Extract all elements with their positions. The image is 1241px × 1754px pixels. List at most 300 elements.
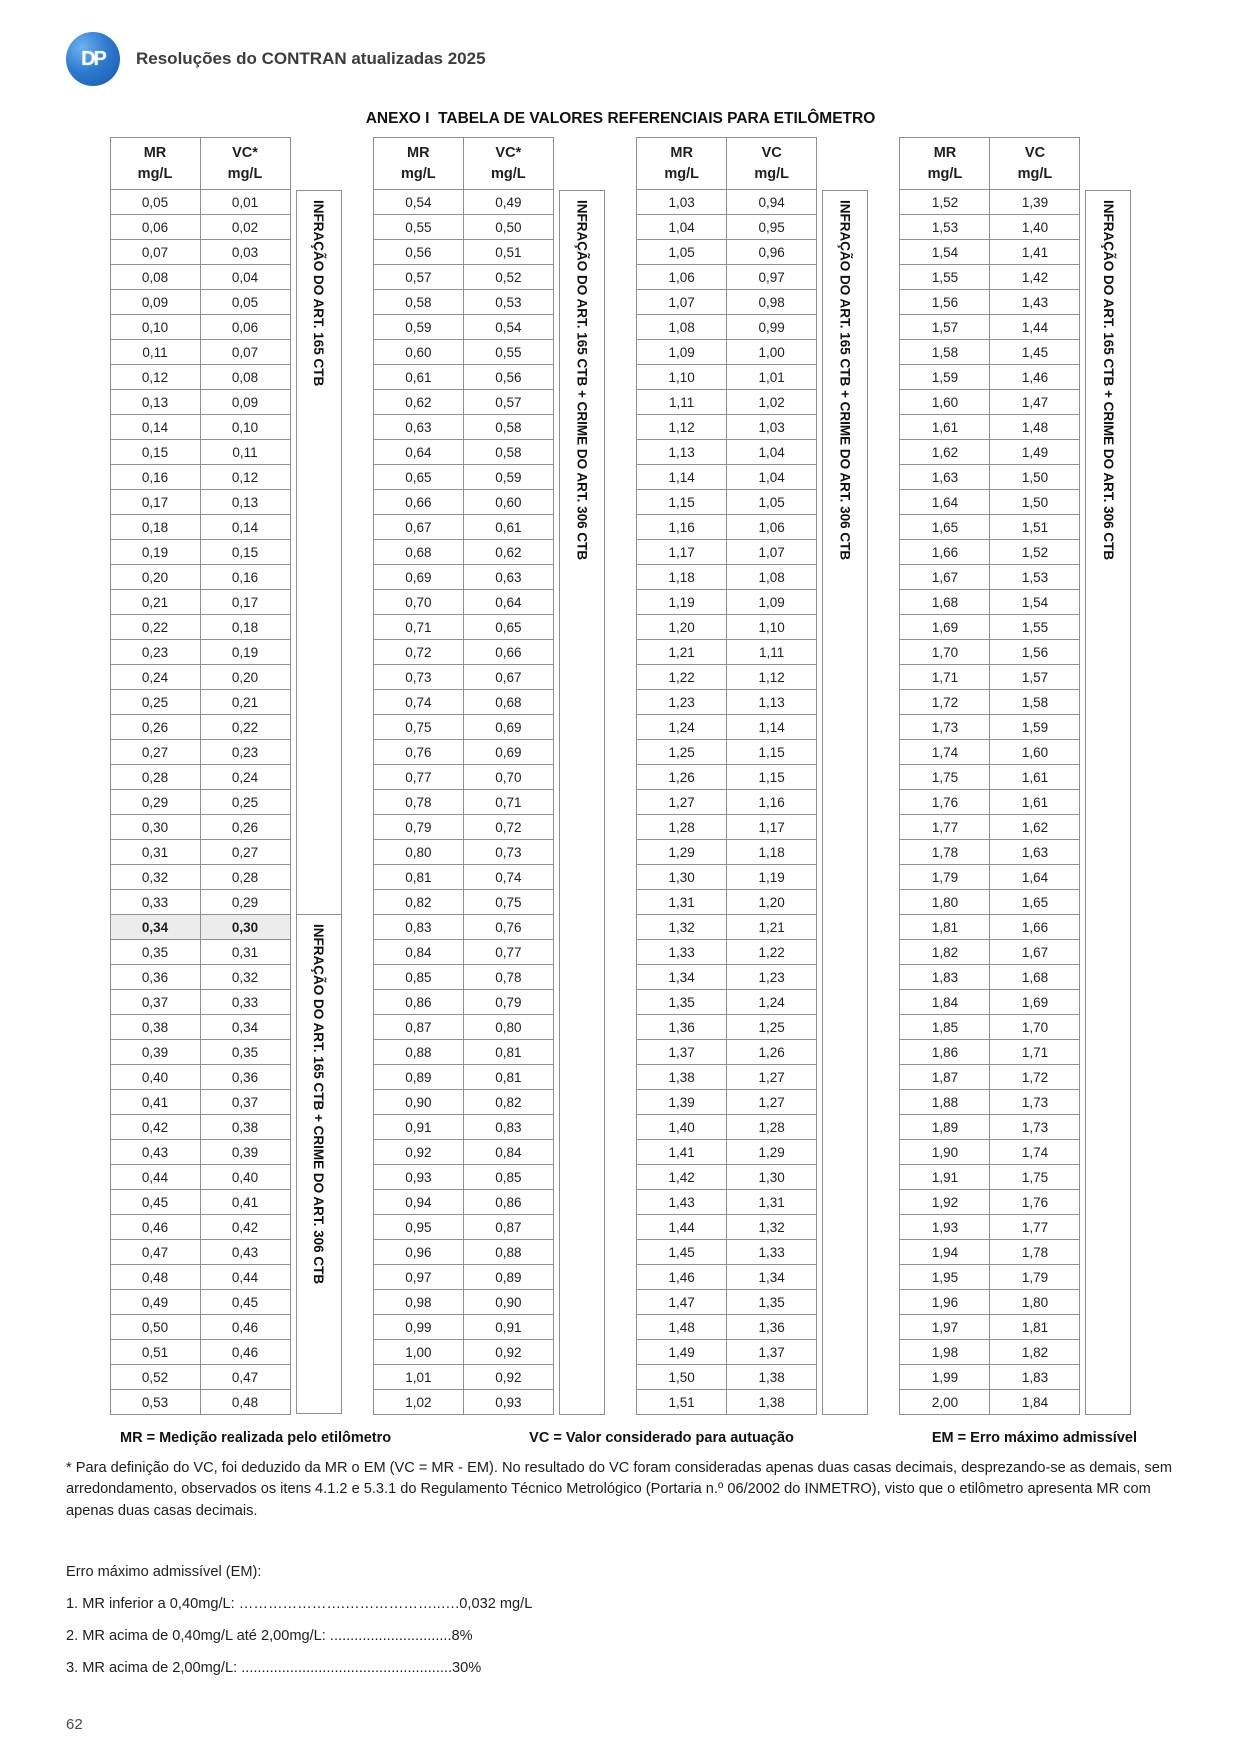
mr-value: 1,14 xyxy=(637,465,727,490)
vc-value: 1,58 xyxy=(990,690,1080,715)
infraction-sidebar xyxy=(296,190,342,1414)
mr-value: 1,27 xyxy=(637,790,727,815)
vc-value: 0,07 xyxy=(200,340,290,365)
table-row xyxy=(373,840,553,865)
table-row xyxy=(373,265,553,290)
table-row xyxy=(900,815,1080,840)
vc-value: 1,32 xyxy=(727,1215,817,1240)
vc-value: 0,34 xyxy=(200,1015,290,1040)
infraction-vertical-label: INFRAÇÃO DO ART. 165 CTB + CRIME DO ART. 306 CTB xyxy=(1100,200,1116,561)
vc-value: 0,65 xyxy=(463,615,553,640)
table-row xyxy=(900,1190,1080,1215)
mr-value: 1,73 xyxy=(900,715,990,740)
mr-value: 0,37 xyxy=(110,990,200,1015)
table-row xyxy=(373,590,553,615)
table-row xyxy=(900,565,1080,590)
table-row xyxy=(110,815,290,840)
page-number: 62 xyxy=(66,1716,83,1733)
mr-value: 1,61 xyxy=(900,415,990,440)
table-row xyxy=(900,1090,1080,1115)
mr-value: 0,73 xyxy=(373,665,463,690)
vc-value: 1,29 xyxy=(727,1140,817,1165)
table-row xyxy=(373,990,553,1015)
table-row xyxy=(373,390,553,415)
mr-column-header: MR mg/L xyxy=(900,138,990,190)
vc-value: 1,21 xyxy=(727,915,817,940)
table-row xyxy=(637,940,817,965)
mr-value: 0,23 xyxy=(110,640,200,665)
table-row xyxy=(373,1340,553,1365)
table-row xyxy=(900,290,1080,315)
mr-value: 1,47 xyxy=(637,1290,727,1315)
mr-value: 1,11 xyxy=(637,390,727,415)
mr-value: 1,37 xyxy=(637,1040,727,1065)
vc-value: 0,09 xyxy=(200,390,290,415)
mr-value: 1,89 xyxy=(900,1115,990,1140)
mr-value: 1,23 xyxy=(637,690,727,715)
mr-value: 0,11 xyxy=(110,340,200,365)
vc-value: 0,72 xyxy=(463,815,553,840)
mr-value: 1,48 xyxy=(637,1315,727,1340)
table-row xyxy=(110,1315,290,1340)
vc-value: 1,15 xyxy=(727,740,817,765)
mr-value: 0,26 xyxy=(110,715,200,740)
table-row xyxy=(900,490,1080,515)
table-row xyxy=(373,915,553,940)
mr-value: 1,96 xyxy=(900,1290,990,1315)
vc-value: 1,49 xyxy=(990,440,1080,465)
mr-value: 1,94 xyxy=(900,1240,990,1265)
vc-value: 1,38 xyxy=(727,1365,817,1390)
vc-value: 0,42 xyxy=(200,1215,290,1240)
mr-value: 0,82 xyxy=(373,890,463,915)
table-row xyxy=(373,615,553,640)
vc-value: 1,60 xyxy=(990,740,1080,765)
mr-value: 1,62 xyxy=(900,440,990,465)
mr-value: 1,54 xyxy=(900,240,990,265)
vc-value: 0,89 xyxy=(463,1265,553,1290)
table-row xyxy=(637,815,817,840)
mr-value: 1,34 xyxy=(637,965,727,990)
em-rule-3: 3. MR acima de 2,00mg/L: ....................................................30% xyxy=(66,1659,482,1676)
mr-value: 0,57 xyxy=(373,265,463,290)
vc-value: 1,48 xyxy=(990,415,1080,440)
legend-row xyxy=(120,1430,1137,1446)
table-row xyxy=(373,1190,553,1215)
mr-value: 0,08 xyxy=(110,265,200,290)
vc-value: 0,25 xyxy=(200,790,290,815)
mr-value: 0,27 xyxy=(110,740,200,765)
mr-value: 1,43 xyxy=(637,1190,727,1215)
vc-value: 1,15 xyxy=(727,765,817,790)
mr-value: 1,76 xyxy=(900,790,990,815)
vc-value: 0,82 xyxy=(463,1090,553,1115)
vc-value: 0,17 xyxy=(200,590,290,615)
mr-value: 0,59 xyxy=(373,315,463,340)
etilometro-values-table xyxy=(373,137,554,1415)
mr-value: 1,90 xyxy=(900,1140,990,1165)
mr-value: 1,46 xyxy=(637,1265,727,1290)
table-row xyxy=(900,940,1080,965)
mr-value: 0,32 xyxy=(110,865,200,890)
table-row xyxy=(900,465,1080,490)
mr-value: 0,85 xyxy=(373,965,463,990)
table-row xyxy=(110,740,290,765)
mr-value: 1,40 xyxy=(637,1115,727,1140)
mr-value: 1,57 xyxy=(900,315,990,340)
table-group-4 xyxy=(899,137,1131,1415)
mr-value: 0,69 xyxy=(373,565,463,590)
vc-value: 0,47 xyxy=(200,1365,290,1390)
mr-value: 0,44 xyxy=(110,1165,200,1190)
infraction-vertical-label: INFRAÇÃO DO ART. 165 CTB + CRIME DO ART. 306 CTB xyxy=(574,200,590,561)
mr-value: 2,00 xyxy=(900,1390,990,1415)
table-row xyxy=(373,440,553,465)
vc-value: 0,91 xyxy=(463,1315,553,1340)
table-row xyxy=(900,590,1080,615)
table-row xyxy=(900,1140,1080,1165)
mr-value: 1,00 xyxy=(373,1340,463,1365)
vc-value: 0,32 xyxy=(200,965,290,990)
table-row xyxy=(373,1290,553,1315)
table-row xyxy=(637,415,817,440)
vc-value: 0,54 xyxy=(463,315,553,340)
mr-value: 1,32 xyxy=(637,915,727,940)
vc-value: 0,69 xyxy=(463,740,553,765)
dp-logo-letters: DP xyxy=(81,47,105,70)
table-row xyxy=(110,290,290,315)
table-row xyxy=(373,1165,553,1190)
mr-value: 1,95 xyxy=(900,1265,990,1290)
vc-value: 0,46 xyxy=(200,1315,290,1340)
mr-value: 0,10 xyxy=(110,315,200,340)
vc-value: 1,71 xyxy=(990,1040,1080,1065)
vc-column-header: VC* mg/L xyxy=(463,138,553,190)
mr-value: 0,91 xyxy=(373,1115,463,1140)
mr-value: 0,75 xyxy=(373,715,463,740)
table-row xyxy=(110,590,290,615)
table-row xyxy=(637,1090,817,1115)
table-row xyxy=(373,215,553,240)
table-row xyxy=(373,340,553,365)
mr-value: 1,41 xyxy=(637,1140,727,1165)
vc-value: 1,52 xyxy=(990,540,1080,565)
vc-value: 1,74 xyxy=(990,1140,1080,1165)
vc-value: 0,12 xyxy=(200,465,290,490)
vc-value: 1,54 xyxy=(990,590,1080,615)
table-row xyxy=(373,1240,553,1265)
vc-value: 1,59 xyxy=(990,715,1080,740)
mr-value: 0,95 xyxy=(373,1215,463,1240)
table-row xyxy=(637,565,817,590)
table-row xyxy=(637,590,817,615)
mr-value: 0,14 xyxy=(110,415,200,440)
table-row xyxy=(637,1390,817,1415)
table-row xyxy=(900,915,1080,940)
table-row xyxy=(373,715,553,740)
mr-value: 0,98 xyxy=(373,1290,463,1315)
table-row xyxy=(637,515,817,540)
mr-value: 1,97 xyxy=(900,1315,990,1340)
mr-value: 1,91 xyxy=(900,1165,990,1190)
legend-mr: MR = Medição realizada pelo etilômetro xyxy=(120,1430,392,1446)
table-row xyxy=(637,1040,817,1065)
table-row xyxy=(373,790,553,815)
vc-value: 1,66 xyxy=(990,915,1080,940)
table-row xyxy=(637,290,817,315)
vc-value: 0,69 xyxy=(463,715,553,740)
mr-value: 1,51 xyxy=(637,1390,727,1415)
vc-value: 1,12 xyxy=(727,665,817,690)
vc-value: 0,44 xyxy=(200,1265,290,1290)
table-row xyxy=(373,1390,553,1415)
legend-vc: VC = Valor considerado para autuação xyxy=(529,1430,794,1446)
table-row xyxy=(637,1140,817,1165)
table-row xyxy=(900,640,1080,665)
tables-row xyxy=(110,137,1132,1415)
vc-value: 1,40 xyxy=(990,215,1080,240)
mr-value: 1,49 xyxy=(637,1340,727,1365)
mr-value: 1,09 xyxy=(637,340,727,365)
mr-value: 0,42 xyxy=(110,1115,200,1140)
vc-value: 0,03 xyxy=(200,240,290,265)
table-row xyxy=(110,1190,290,1215)
vc-value: 0,92 xyxy=(463,1365,553,1390)
mr-value: 0,62 xyxy=(373,390,463,415)
mr-value: 1,80 xyxy=(900,890,990,915)
etilometro-values-table xyxy=(636,137,817,1415)
vc-value: 1,36 xyxy=(727,1315,817,1340)
mr-value: 1,17 xyxy=(637,540,727,565)
vc-value: 0,88 xyxy=(463,1240,553,1265)
table-row xyxy=(637,690,817,715)
vc-value: 0,77 xyxy=(463,940,553,965)
table-row xyxy=(110,215,290,240)
mr-value: 0,40 xyxy=(110,1065,200,1090)
table-row xyxy=(900,740,1080,765)
mr-value: 0,20 xyxy=(110,565,200,590)
table-row xyxy=(900,540,1080,565)
table-row xyxy=(110,265,290,290)
table-row xyxy=(110,765,290,790)
vc-value: 1,10 xyxy=(727,615,817,640)
mr-value: 1,88 xyxy=(900,1090,990,1115)
vc-value: 0,78 xyxy=(463,965,553,990)
mr-value: 0,63 xyxy=(373,415,463,440)
mr-value: 0,49 xyxy=(110,1290,200,1315)
mr-value: 0,68 xyxy=(373,540,463,565)
table-row xyxy=(637,315,817,340)
table-row xyxy=(110,565,290,590)
table-row xyxy=(110,1015,290,1040)
table-row xyxy=(373,890,553,915)
table-row xyxy=(373,1215,553,1240)
table-row xyxy=(637,615,817,640)
table-row xyxy=(900,1115,1080,1140)
mr-value: 0,64 xyxy=(373,440,463,465)
vc-value: 1,46 xyxy=(990,365,1080,390)
vc-value: 1,72 xyxy=(990,1065,1080,1090)
mr-value: 1,60 xyxy=(900,390,990,415)
mr-value: 1,07 xyxy=(637,290,727,315)
table-row xyxy=(637,990,817,1015)
table-row xyxy=(900,1290,1080,1315)
mr-value: 1,71 xyxy=(900,665,990,690)
table-row xyxy=(373,1315,553,1340)
em-rule-1: 1. MR inferior a 0,40mg/L: ………………….………………..….0,032 mg/L xyxy=(66,1595,533,1612)
vc-value: 0,40 xyxy=(200,1165,290,1190)
vc-value: 0,57 xyxy=(463,390,553,415)
mr-value: 0,22 xyxy=(110,615,200,640)
table-row xyxy=(373,1115,553,1140)
mr-value: 0,05 xyxy=(110,190,200,215)
mr-value: 0,89 xyxy=(373,1065,463,1090)
mr-value: 1,75 xyxy=(900,765,990,790)
table-row xyxy=(110,890,290,915)
mr-value: 1,77 xyxy=(900,815,990,840)
mr-value: 1,04 xyxy=(637,215,727,240)
mr-value: 0,46 xyxy=(110,1215,200,1240)
table-row xyxy=(373,240,553,265)
table-row xyxy=(637,540,817,565)
vc-value: 1,47 xyxy=(990,390,1080,415)
mr-value: 1,59 xyxy=(900,365,990,390)
mr-value: 0,83 xyxy=(373,915,463,940)
infraction-sidebar xyxy=(822,190,868,1415)
mr-value: 0,94 xyxy=(373,1190,463,1215)
vc-value: 0,27 xyxy=(200,840,290,865)
infraction-sidebar-section xyxy=(559,190,605,1415)
table-row xyxy=(637,190,817,215)
vc-value: 0,90 xyxy=(463,1290,553,1315)
table-row xyxy=(900,240,1080,265)
table-row xyxy=(110,465,290,490)
vc-value: 0,04 xyxy=(200,265,290,290)
vc-value: 0,39 xyxy=(200,1140,290,1165)
vc-value: 1,24 xyxy=(727,990,817,1015)
mr-value: 0,33 xyxy=(110,890,200,915)
vc-value: 1,35 xyxy=(727,1290,817,1315)
table-row xyxy=(900,965,1080,990)
infraction-sidebar-section xyxy=(1085,190,1131,1415)
mr-value: 1,13 xyxy=(637,440,727,465)
table-row xyxy=(900,415,1080,440)
vc-value: 1,16 xyxy=(727,790,817,815)
table-row xyxy=(373,865,553,890)
vc-value: 0,63 xyxy=(463,565,553,590)
vc-value: 0,94 xyxy=(727,190,817,215)
table-row xyxy=(900,790,1080,815)
vc-value: 1,70 xyxy=(990,1015,1080,1040)
mr-value: 0,88 xyxy=(373,1040,463,1065)
vc-value: 0,52 xyxy=(463,265,553,290)
vc-value: 1,26 xyxy=(727,1040,817,1065)
table-row xyxy=(637,790,817,815)
table-row xyxy=(373,365,553,390)
vc-value: 0,74 xyxy=(463,865,553,890)
mr-value: 1,83 xyxy=(900,965,990,990)
table-row xyxy=(637,890,817,915)
table-row xyxy=(900,765,1080,790)
table-row xyxy=(637,440,817,465)
mr-value: 1,26 xyxy=(637,765,727,790)
table-row xyxy=(373,690,553,715)
table-row xyxy=(110,840,290,865)
table-row xyxy=(637,665,817,690)
mr-value: 0,71 xyxy=(373,615,463,640)
mr-value: 0,41 xyxy=(110,1090,200,1115)
mr-value: 1,98 xyxy=(900,1340,990,1365)
table-row xyxy=(110,1065,290,1090)
mr-value: 0,78 xyxy=(373,790,463,815)
table-row xyxy=(110,665,290,690)
vc-value: 1,63 xyxy=(990,840,1080,865)
vc-value: 0,84 xyxy=(463,1140,553,1165)
vc-value: 0,64 xyxy=(463,590,553,615)
table-row xyxy=(110,515,290,540)
mr-value: 1,69 xyxy=(900,615,990,640)
vc-value: 1,55 xyxy=(990,615,1080,640)
vc-value: 0,53 xyxy=(463,290,553,315)
table-group-1 xyxy=(110,137,342,1415)
table-group-2 xyxy=(373,137,605,1415)
vc-value: 0,30 xyxy=(200,915,290,940)
etilometro-values-table xyxy=(110,137,291,1415)
mr-value: 1,68 xyxy=(900,590,990,615)
vc-value: 1,43 xyxy=(990,290,1080,315)
table-row xyxy=(373,1015,553,1040)
mr-value: 1,58 xyxy=(900,340,990,365)
table-row xyxy=(900,1315,1080,1340)
mr-value: 1,45 xyxy=(637,1240,727,1265)
mr-value: 1,19 xyxy=(637,590,727,615)
table-row xyxy=(637,1215,817,1240)
table-row xyxy=(110,1390,290,1415)
mr-value: 1,06 xyxy=(637,265,727,290)
mr-value: 0,79 xyxy=(373,815,463,840)
table-row xyxy=(900,865,1080,890)
infraction-sidebar xyxy=(559,190,605,1415)
mr-value: 1,92 xyxy=(900,1190,990,1215)
mr-value: 0,60 xyxy=(373,340,463,365)
table-row xyxy=(900,390,1080,415)
table-row xyxy=(637,240,817,265)
mr-value: 1,99 xyxy=(900,1365,990,1390)
infraction-vertical-label: INFRAÇÃO DO ART. 165 CTB + CRIME DO ART. 306 CTB xyxy=(311,924,326,1285)
mr-value: 1,84 xyxy=(900,990,990,1015)
table-row xyxy=(373,415,553,440)
table-row xyxy=(637,1065,817,1090)
vc-value: 1,13 xyxy=(727,690,817,715)
mr-value: 1,82 xyxy=(900,940,990,965)
table-row xyxy=(110,1090,290,1115)
table-row xyxy=(110,1215,290,1240)
vc-value: 1,25 xyxy=(727,1015,817,1040)
mr-value: 1,63 xyxy=(900,465,990,490)
vc-value: 0,13 xyxy=(200,490,290,515)
vc-value: 1,73 xyxy=(990,1090,1080,1115)
vc-value: 0,58 xyxy=(463,415,553,440)
table-row xyxy=(110,240,290,265)
mr-value: 1,01 xyxy=(373,1365,463,1390)
table-row xyxy=(110,390,290,415)
vc-value: 1,41 xyxy=(990,240,1080,265)
mr-value: 0,84 xyxy=(373,940,463,965)
mr-value: 1,12 xyxy=(637,415,727,440)
vc-value: 1,05 xyxy=(727,490,817,515)
table-row xyxy=(900,440,1080,465)
mr-value: 0,13 xyxy=(110,390,200,415)
